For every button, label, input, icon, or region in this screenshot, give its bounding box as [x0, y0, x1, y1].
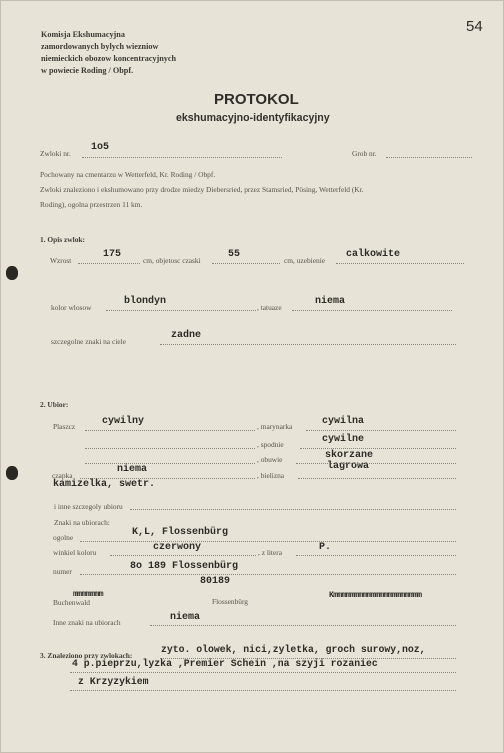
section-2-title: 2. Ubior:	[40, 400, 69, 409]
cap-label: czapka	[52, 471, 73, 480]
trousers-value: cywilne	[322, 434, 365, 445]
hair-color-label: kolor wlosow	[51, 303, 92, 312]
shoes-label: , obuwie	[257, 455, 283, 464]
exhumation-place-text-1: Zwloki znaleziono i ekshumowano przy drodze miedzy Diebersried, przez Stamsried, Pösing, Wetterfeld (Kr.	[40, 185, 364, 194]
coat-value: cywilny	[102, 416, 145, 427]
letter-value: P.	[319, 542, 332, 553]
underwear-line	[298, 478, 456, 479]
general-marks-line	[80, 541, 456, 542]
grave-number-line	[386, 157, 472, 158]
body-marks-label: szczegolne znaki na ciele	[51, 337, 126, 346]
general-marks-value: K,L, Flossenbürg	[132, 527, 229, 538]
shoes-value-1: skorzane	[325, 450, 374, 461]
tattoo-label: , tatuaze	[257, 303, 282, 312]
number-label: numer	[53, 567, 72, 576]
jacket-value: cywilna	[322, 416, 365, 427]
issuer-line-1: Komisja Ekshumacyjna	[41, 30, 125, 39]
underwear-label: , bielizna	[257, 471, 285, 480]
body-marks-line	[160, 344, 456, 345]
letter-label: , z litera	[258, 548, 283, 557]
teeth-value: calkowite	[346, 249, 401, 260]
section-1-title: 1. Opis zwlok:	[40, 235, 85, 244]
coat-line	[85, 430, 255, 431]
cap-value: niema	[117, 464, 148, 475]
skull-value: 55	[228, 249, 241, 260]
trousers-left-line	[85, 448, 255, 449]
buchenwald-label: Buchenwald	[53, 598, 90, 607]
shoes-value-2: lagrowa	[327, 461, 370, 472]
body-marks-value: zadne	[171, 330, 202, 341]
found-items-line-2-rule	[70, 672, 456, 673]
tattoo-value: niema	[315, 296, 346, 307]
other-clothing-details-line	[130, 509, 456, 510]
other-clothing-marks-value: niema	[170, 612, 201, 623]
letter-line	[296, 555, 456, 556]
height-line	[78, 263, 140, 264]
number-value: 8o 189 Flossenbürg	[130, 561, 239, 572]
exhumation-place-text-2: Roding), ogolna przestrzen 11 km.	[40, 200, 143, 209]
trousers-label: , spodnie	[257, 440, 284, 449]
hair-color-value: blondyn	[124, 296, 167, 307]
shoes-left-line	[85, 463, 255, 464]
punch-hole-bottom	[6, 466, 18, 480]
grave-number-label: Grob nr.	[352, 149, 377, 158]
extra-clothing-value: kamizelka, swetr.	[53, 479, 156, 490]
number-line	[80, 574, 456, 575]
angle-color-value: czerwony	[153, 542, 202, 553]
other-clothing-details-label: i inne szczegoly ubioru	[54, 502, 123, 511]
flossenburg-label: Flossenbürg	[212, 597, 249, 606]
skull-line	[212, 263, 280, 264]
found-items-line-1: zyto. olowek, nici,zyletka, groch surowy,noz,	[161, 644, 426, 655]
issuer-line-2: zamordowanych bylych wiezniow	[41, 42, 159, 51]
height-unit: cm, objetosc czaski	[143, 256, 201, 265]
tattoo-line	[292, 310, 452, 311]
shoes-line	[296, 463, 456, 464]
document-title: PROTOKOL	[214, 91, 299, 108]
punch-hole-top	[6, 266, 18, 280]
jacket-line	[306, 430, 456, 431]
corpse-number-line	[82, 157, 282, 158]
corpse-number-value: 1o5	[91, 142, 110, 153]
coat-label: Plaszcz	[53, 422, 76, 431]
buchenwald-overtype: mmmmmmm	[73, 590, 104, 599]
found-items-line-2: 4 p.pieprzu,lyzka ,Premier Schein ,na szyji rozaniec	[72, 658, 378, 669]
found-items-line-3-rule	[70, 690, 456, 691]
section-3-title: 3. Znaleziono przy zwlokach:	[40, 651, 133, 660]
burial-place-text: Pochowany na cmentarzu w Wetterfeld, Kr. Roding / Obpf.	[40, 170, 216, 179]
number-extra-value: 80189	[200, 576, 231, 587]
crossed-out-overtype: Kmmmmmmmmmmmmmmmmmmmmm	[329, 591, 422, 600]
issuer-line-3: niemieckich obozow koncentracyjnych	[41, 54, 177, 63]
other-clothing-marks-line	[150, 625, 456, 626]
page-number: 54	[466, 18, 483, 35]
teeth-line	[336, 263, 464, 264]
found-items-line-3: z Krzyzykiem	[78, 676, 149, 687]
hair-color-line	[106, 310, 256, 311]
angle-color-label: winkiel koloru	[53, 548, 97, 557]
jacket-label: , marynarka	[257, 422, 293, 431]
height-value: 175	[103, 249, 122, 260]
height-label: Wzrost	[50, 256, 72, 265]
trousers-line	[300, 448, 456, 449]
issuer-line-4: w powiecie Roding / Obpf.	[41, 66, 134, 75]
skull-unit: cm, uzebienie	[284, 256, 326, 265]
general-marks-label: ogolne	[53, 533, 74, 542]
angle-color-line	[110, 555, 256, 556]
document-subtitle: ekshumacyjno-identyfikacyjny	[176, 112, 330, 124]
corpse-number-label: Zwloki nr.	[40, 149, 71, 158]
other-clothing-marks-label: Inne znaki na ubiorach	[53, 618, 121, 627]
clothing-marks-label: Znaki na ubiorach:	[54, 518, 110, 527]
